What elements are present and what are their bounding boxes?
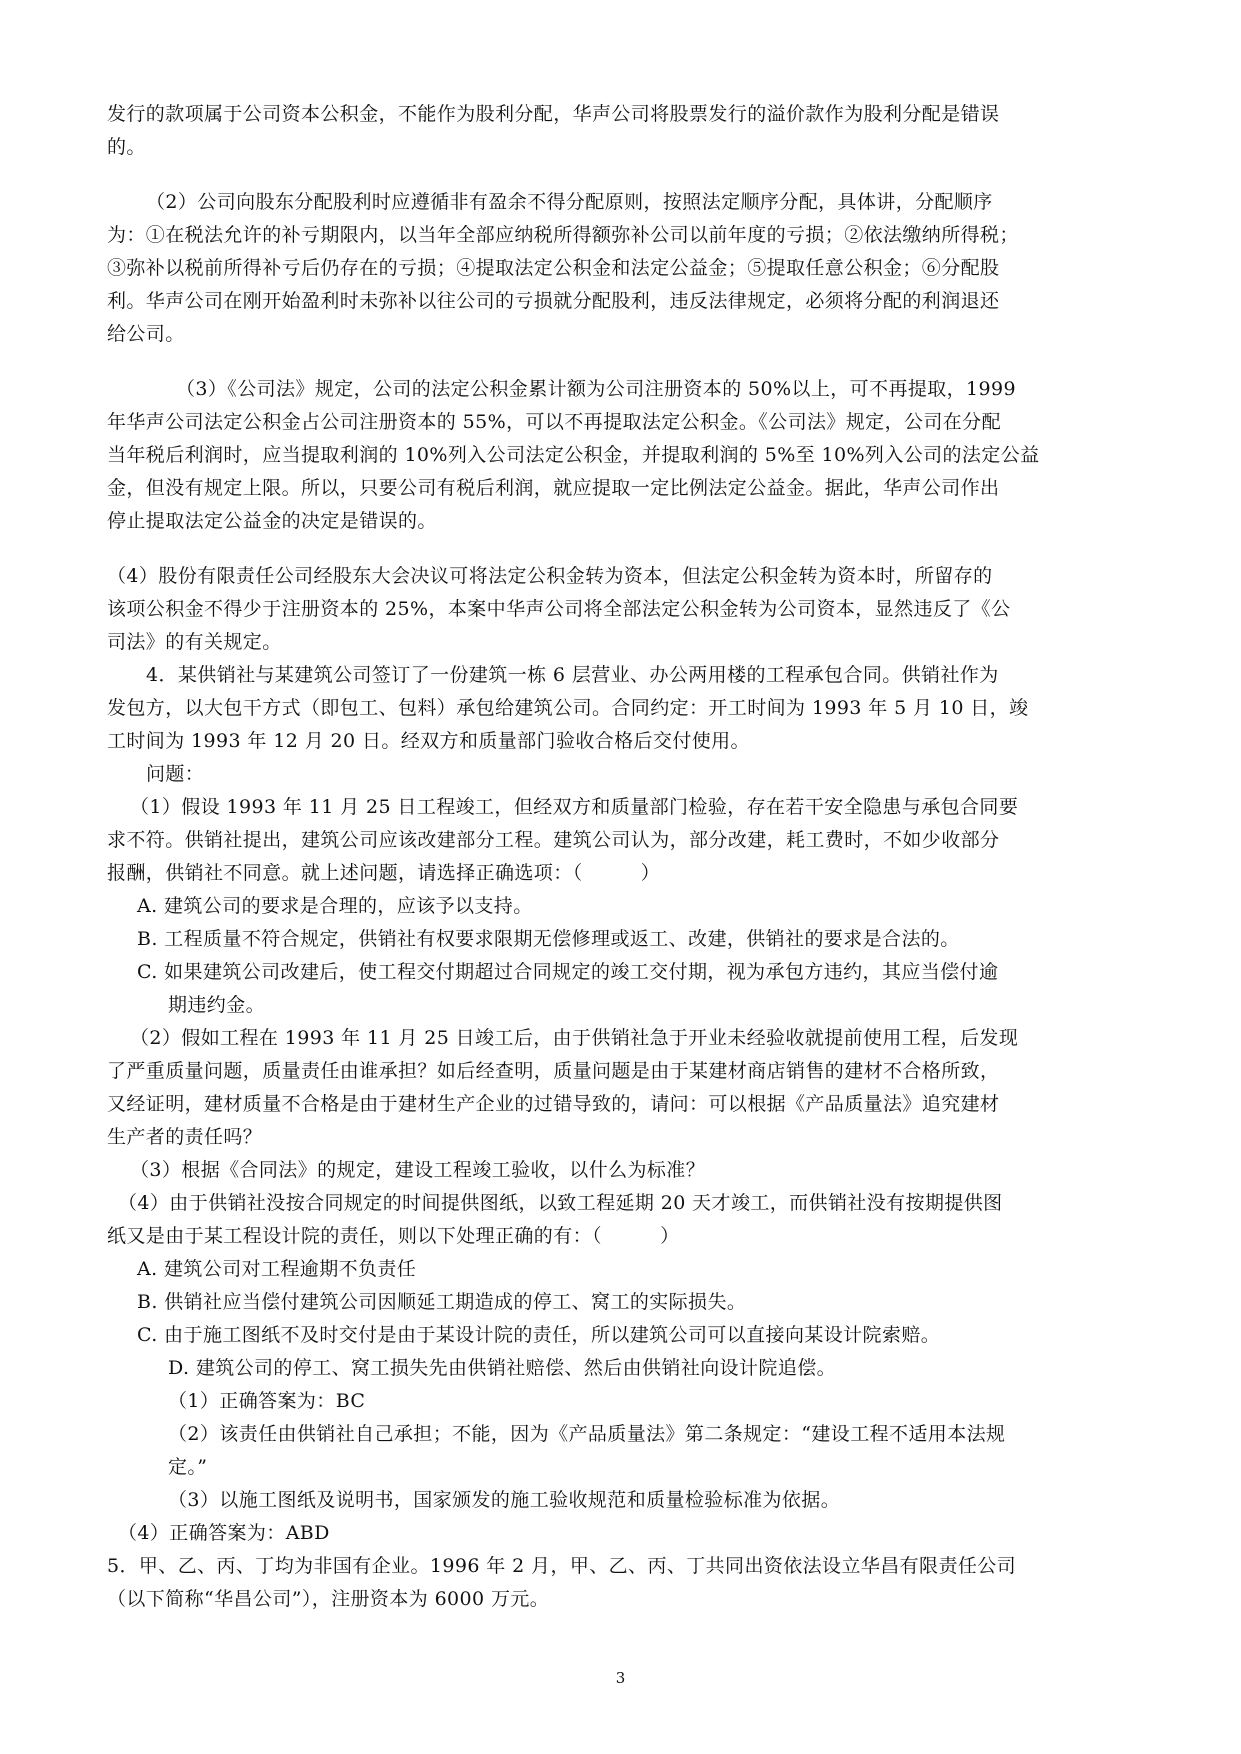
page-number: 3 <box>615 1669 626 1687</box>
text-line: 了严重质量问题，质量责任由谁承担？如后经查明，质量问题是由于某建材商店销售的建材不合格所致， <box>107 1060 1000 1082</box>
answer-line: （1）正确答案为：BC <box>168 1390 366 1412</box>
text-line: （3）根据《合同法》的规定，建设工程竣工验收，以什么为标准？ <box>130 1159 706 1181</box>
text-line: 发包方，以大包干方式（即包工、包料）承包给建筑公司。合同约定：开工时间为 1993 年 5 月 10 日，竣 <box>107 697 1029 719</box>
option-line: D. 建筑公司的停工、窝工损失先由供销社赔偿、然后由供销社向设计院追偿。 <box>168 1357 837 1379</box>
option-line: A. 建筑公司的要求是合理的，应该予以支持。 <box>137 895 533 917</box>
text-line: 该项公积金不得少于注册资本的 25%，本案中华声公司将全部法定公积金转为公司资本，显然违反了《公 <box>107 598 1011 620</box>
answer-line: （2）该责任由供销社自己承担；不能，因为《产品质量法》第二条规定：“建设工程不适用本法规 <box>168 1423 1006 1445</box>
text-line: 期违约金。 <box>168 994 266 1016</box>
text-line: 发行的款项属于公司资本公积金，不能作为股利分配，华声公司将股票发行的溢价款作为股利分配是错误 <box>107 103 1000 125</box>
text-line: （4）由于供销社没按合同规定的时间提供图纸，以致工程延期 20 天才竣工，而供销社没有按期提供图 <box>118 1192 1003 1214</box>
option-line: C. 如果建筑公司改建后，使工程交付期超过合同规定的竣工交付期，视为承包方违约，其应当偿付逾 <box>137 961 999 983</box>
text-line: ③弥补以税前所得补亏后仍存在的亏损；④提取法定公积金和法定公益金；⑤提取任意公积金；⑥分配股 <box>107 257 1000 279</box>
answer-line: （3）以施工图纸及说明书，国家颁发的施工验收规范和质量检验标准为依据。 <box>168 1489 841 1511</box>
text-line: （2）公司向股东分配股利时应遵循非有盈余不得分配原则，按照法定顺序分配，具体讲，分配顺序 <box>146 191 993 213</box>
text-line: 问题： <box>146 763 205 785</box>
text-line: （以下简称“华昌公司”），注册资本为 6000 万元。 <box>107 1588 550 1610</box>
text-line: 金，但没有规定上限。所以，只要公司有税后利润，就应提取一定比例法定公益金。据此，华声公司作出 <box>107 477 1000 499</box>
text-line: 当年税后利润时，应当提取利润的 10%列入公司法定公积金，并提取利润的 5%至 10%列入公司的法定公益 <box>107 444 1040 466</box>
text-line: 求不符。供销社提出，建筑公司应该改建部分工程。建筑公司认为，部分改建，耗工费时，不如少收部分 <box>107 829 1000 851</box>
text-line: 生产者的责任吗？ <box>107 1126 263 1148</box>
text-line: 5．甲、乙、丙、丁均为非国有企业。1996 年 2 月，甲、乙、丙、丁共同出资依法设立华昌有限责任公司 <box>107 1555 1017 1577</box>
option-line: A. 建筑公司对工程逾期不负责任 <box>137 1258 417 1280</box>
text-line: 为：①在税法允许的补亏期限内，以当年全部应纳税所得额弥补公司以前年度的亏损；②依法缴纳所得税； <box>107 224 1019 246</box>
text-line: 纸又是由于某工程设计院的责任，则以下处理正确的有：（ ） <box>107 1225 680 1247</box>
text-line: （1）假设 1993 年 11 月 25 日工程竣工，但经双方和质量部门检验，存在若干安全隐患与承包合同要 <box>130 796 1019 818</box>
text-line: 司法》的有关规定。 <box>107 631 282 653</box>
text-line: 停止提取法定公益金的决定是错误的。 <box>107 510 437 532</box>
text-line: （2）假如工程在 1993 年 11 月 25 日竣工后，由于供销社急于开业未经验收就提前使用工程，后发现 <box>130 1027 1019 1049</box>
text-line: 年华声公司法定公积金占公司注册资本的 55%，可以不再提取法定公积金。《公司法》规定，公司在分配 <box>107 411 1001 433</box>
text-line: （4）股份有限责任公司经股东大会决议可将法定公积金转为资本，但法定公积金转为资本时，所留存的 <box>107 565 993 587</box>
option-line: B. 供销社应当偿付建筑公司因顺延工期造成的停工、窝工的实际损失。 <box>137 1291 747 1313</box>
option-line: B. 工程质量不符合规定，供销社有权要求限期无偿修理或返工、改建，供销社的要求是合法的。 <box>137 928 960 950</box>
text-line: 的。 <box>107 136 146 158</box>
answer-line: （4）正确答案为：ABD <box>118 1522 330 1544</box>
text-line: （3）《公司法》规定，公司的法定公积金累计额为公司注册资本的 50%以上，可不再提取，1999 <box>176 378 1017 400</box>
text-line: 报酬，供销社不同意。就上述问题，请选择正确选项：（ ） <box>107 862 661 884</box>
text-line: 利。华声公司在刚开始盈利时未弥补以往公司的亏损就分配股利，违反法律规定，必须将分配的利润退还 <box>107 290 1000 312</box>
text-line: 4．某供销社与某建筑公司签订了一份建筑一栋 6 层营业、办公两用楼的工程承包合同。供销社作为 <box>146 664 999 686</box>
text-line: 又经证明，建材质量不合格是由于建材生产企业的过错导致的，请问：可以根据《产品质量法》追究建材 <box>107 1093 1000 1115</box>
text-line: 给公司。 <box>107 323 185 345</box>
text-line: 工时间为 1993 年 12 月 20 日。经双方和质量部门验收合格后交付使用。 <box>107 730 750 752</box>
option-line: C. 由于施工图纸不及时交付是由于某设计院的责任，所以建筑公司可以直接向某设计院索赔。 <box>137 1324 941 1346</box>
answer-line: 定。” <box>168 1456 208 1478</box>
